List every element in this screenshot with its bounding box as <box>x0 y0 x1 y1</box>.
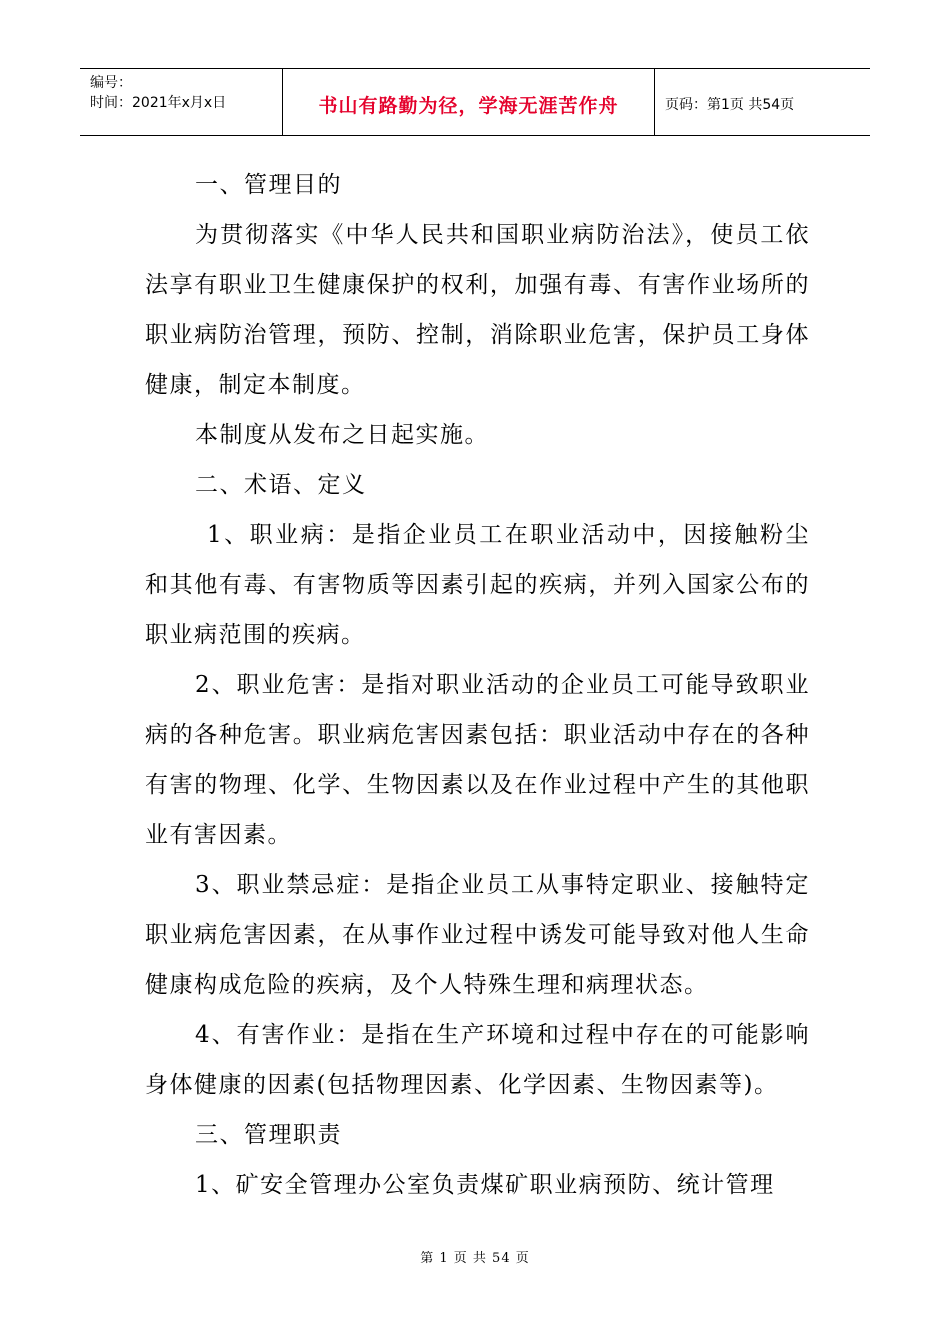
definition-harmful-work: 4、有害作业：是指在生产环境和过程中存在的可能影响身体健康的因素(包括物理因素、化学因素、生物因素等)。 <box>145 1022 810 1098</box>
section-heading-purpose: 一、管理目的 <box>195 172 342 198</box>
header-meta-cell <box>80 69 283 135</box>
document-time-label: 时间：2021年x月x日 <box>90 95 227 111</box>
definition-occupational-hazard: 2、职业危害：是指对职业活动的企业员工可能导致职业病的各种危害。职业病危害因素包括：职业活动中存在的各种有害的物理、化学、生物因素以及在作业过程中产生的其他职业有害因素。 <box>145 672 810 848</box>
paragraph-responsibility-1: 1、矿安全管理办公室负责煤矿职业病预防、统计管理 <box>195 1172 775 1198</box>
section-heading-responsibilities: 三、管理职责 <box>195 1122 342 1148</box>
definition-occupational-disease: 1、职业病：是指企业员工在职业活动中，因接触粉尘和其他有毒、有害物质等因素引起的疾病，并列入国家公布的职业病范围的疾病。 <box>145 522 810 648</box>
document-number-label: 编号： <box>90 75 132 91</box>
document-header <box>80 68 870 136</box>
section-heading-definitions: 二、术语、定义 <box>195 472 367 498</box>
paragraph-purpose: 为贯彻落实《中华人民共和国职业病防治法》，使员工依法享有职业卫生健康保护的权利，加强有毒、有害作业场所的职业病防治管理，预防、控制，消除职业危害，保护员工身体健康，制定本制度。 <box>145 222 810 398</box>
definition-contraindication: 3、职业禁忌症：是指企业员工从事特定职业、接触特定职业病危害因素，在从事作业过程中诱发可能导致对他人生命健康构成危险的疾病，及个人特殊生理和病理状态。 <box>145 872 810 998</box>
header-motto: 书山有路勤为径，学海无涯苦作舟 <box>283 69 655 135</box>
page-footer: 第 1 页 共 54 页 <box>420 1251 530 1266</box>
document-body <box>145 160 810 1210</box>
header-page-info: 页码：第1页 共54页 <box>665 97 795 113</box>
paragraph-effective-date: 本制度从发布之日起实施。 <box>195 422 489 448</box>
